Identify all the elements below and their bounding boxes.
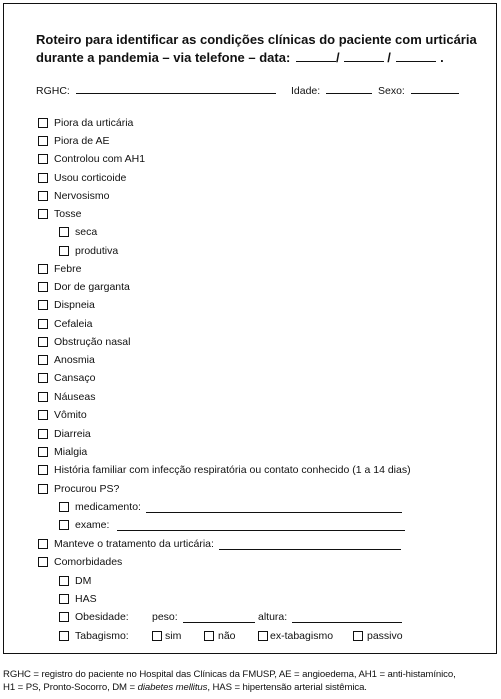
checkbox[interactable] bbox=[59, 520, 69, 530]
item-diarreia bbox=[38, 427, 91, 441]
peso-label: peso: bbox=[152, 610, 178, 623]
checkbox[interactable] bbox=[38, 173, 48, 183]
item-piora-ae bbox=[38, 134, 109, 148]
item-label: passivo bbox=[367, 629, 403, 642]
date-day-field[interactable] bbox=[296, 49, 336, 62]
footnote-line-2 bbox=[3, 681, 499, 694]
form-title bbox=[36, 31, 476, 67]
checkbox[interactable] bbox=[38, 355, 48, 365]
item-has bbox=[59, 592, 97, 606]
checkbox[interactable] bbox=[38, 465, 48, 475]
item-label: Dispneia bbox=[54, 298, 95, 311]
checkbox[interactable] bbox=[59, 631, 69, 641]
checkbox[interactable] bbox=[59, 502, 69, 512]
checkbox[interactable] bbox=[38, 557, 48, 567]
checkbox[interactable] bbox=[38, 300, 48, 310]
rghc-label: RGHC: bbox=[36, 85, 70, 97]
item-piora-urticaria bbox=[38, 116, 133, 130]
checkbox[interactable] bbox=[258, 631, 268, 641]
item-tosse-produtiva bbox=[59, 244, 118, 258]
item-label: Vômito bbox=[54, 408, 87, 421]
medicamento-field[interactable] bbox=[146, 502, 402, 513]
date-end: . bbox=[440, 50, 444, 65]
idade-row bbox=[291, 83, 372, 97]
item-obesidade bbox=[59, 610, 129, 624]
item-label: produtiva bbox=[75, 244, 119, 257]
title-line-2-text: durante a pandemia – via telefone – data: bbox=[36, 50, 291, 65]
item-label: HAS bbox=[75, 592, 97, 605]
item-label: Nervosismo bbox=[54, 189, 110, 202]
checkbox[interactable] bbox=[38, 373, 48, 383]
item-label: DM bbox=[75, 574, 92, 587]
item-vomito bbox=[38, 408, 87, 422]
date-separator-1: / bbox=[335, 50, 340, 65]
item-tabagismo-nao bbox=[204, 629, 236, 643]
idade-field[interactable] bbox=[326, 83, 372, 94]
item-dm bbox=[59, 574, 91, 588]
item-label: seca bbox=[75, 225, 98, 238]
item-manteve-tratamento bbox=[38, 537, 401, 551]
item-label: Diarreia bbox=[54, 427, 91, 440]
item-cansaco bbox=[38, 371, 95, 385]
item-tabagismo bbox=[59, 629, 129, 643]
item-label: Náuseas bbox=[54, 390, 96, 403]
checkbox[interactable] bbox=[59, 612, 69, 622]
checkbox[interactable] bbox=[59, 594, 69, 604]
rghc-row bbox=[36, 83, 276, 97]
item-passivo bbox=[353, 629, 403, 643]
item-label: Comorbidades bbox=[54, 555, 123, 568]
checkbox[interactable] bbox=[152, 631, 162, 641]
altura-label: altura: bbox=[258, 610, 288, 623]
sexo-label: Sexo: bbox=[378, 85, 405, 97]
item-exame bbox=[59, 518, 405, 532]
item-label: Obstrução nasal bbox=[54, 335, 131, 348]
item-controlou-ah1 bbox=[38, 152, 145, 166]
footnote-italic: diabetes mellitus bbox=[137, 682, 208, 693]
item-label: Piora da urticária bbox=[54, 116, 134, 129]
item-label: Procurou PS? bbox=[54, 482, 120, 495]
item-label: Febre bbox=[54, 262, 82, 275]
item-febre bbox=[38, 262, 81, 276]
item-label: Cansaço bbox=[54, 371, 96, 384]
item-label: Controlou com AH1 bbox=[54, 152, 146, 165]
item-anosmia bbox=[38, 353, 95, 367]
idade-label: Idade: bbox=[291, 85, 321, 97]
item-label: Manteve o tratamento da urticária: bbox=[54, 537, 214, 550]
checkbox[interactable] bbox=[59, 227, 69, 237]
date-month-field[interactable] bbox=[344, 49, 384, 62]
checkbox[interactable] bbox=[38, 392, 48, 402]
checkbox[interactable] bbox=[38, 282, 48, 292]
item-label: ex-tabagismo bbox=[270, 629, 334, 642]
checkbox[interactable] bbox=[38, 191, 48, 201]
checkbox[interactable] bbox=[38, 484, 48, 494]
checkbox[interactable] bbox=[38, 429, 48, 439]
footnote-line-1: RGHC = registro do paciente no Hospital das Clínicas da FMUSP, AE = angioedema, AH1 = anti-histamínico, bbox=[3, 669, 456, 680]
item-label: Anosmia bbox=[54, 353, 95, 366]
item-tabagismo-sim bbox=[152, 629, 181, 643]
checkbox[interactable] bbox=[59, 576, 69, 586]
title-line-1: Roteiro para identificar as condições clínicas do paciente com urticária bbox=[36, 32, 477, 47]
sexo-field[interactable] bbox=[411, 83, 459, 94]
item-usou-corticoide bbox=[38, 171, 126, 185]
item-label: Mialgia bbox=[54, 445, 88, 458]
checkbox[interactable] bbox=[353, 631, 363, 641]
item-label: Obesidade: bbox=[75, 610, 129, 623]
item-cefaleia bbox=[38, 317, 93, 331]
peso-row bbox=[152, 610, 255, 624]
checkbox[interactable] bbox=[38, 209, 48, 219]
item-mialgia bbox=[38, 445, 87, 459]
checkbox[interactable] bbox=[38, 136, 48, 146]
altura-field[interactable] bbox=[292, 612, 402, 623]
peso-field[interactable] bbox=[183, 612, 255, 623]
footnote-line-2-b: , HAS = hipertensão arterial sistêmica. bbox=[207, 682, 367, 693]
footnote-line-2-a: H1 = PS, Pronto-Socorro, DM = bbox=[3, 682, 138, 693]
item-dor-garganta bbox=[38, 280, 130, 294]
item-nervosismo bbox=[38, 189, 109, 203]
rghc-field[interactable] bbox=[76, 83, 276, 94]
checkbox[interactable] bbox=[38, 539, 48, 549]
checkbox[interactable] bbox=[38, 118, 48, 128]
item-label: medicamento: bbox=[75, 500, 141, 513]
exame-field[interactable] bbox=[117, 520, 405, 531]
checkbox[interactable] bbox=[38, 264, 48, 274]
item-label: sim bbox=[165, 629, 182, 642]
checkbox[interactable] bbox=[59, 246, 69, 256]
item-dispneia bbox=[38, 298, 95, 312]
item-label: Cefaleia bbox=[54, 317, 93, 330]
checkbox[interactable] bbox=[38, 447, 48, 457]
item-label: Dor de garganta bbox=[54, 280, 130, 293]
item-comorbidades bbox=[38, 555, 122, 569]
checkbox[interactable] bbox=[38, 410, 48, 420]
item-nauseas bbox=[38, 390, 95, 404]
item-label: Usou corticoide bbox=[54, 171, 127, 184]
item-label: Tabagismo: bbox=[75, 629, 129, 642]
item-tosse-seca bbox=[59, 225, 97, 239]
date-separator-2: / bbox=[387, 50, 391, 65]
manteve-tratamento-field[interactable] bbox=[219, 539, 401, 550]
item-obstrucao-nasal bbox=[38, 335, 130, 349]
item-medicamento bbox=[59, 500, 402, 514]
title-line-2 bbox=[36, 49, 476, 67]
altura-row bbox=[258, 610, 402, 624]
checkbox[interactable] bbox=[204, 631, 214, 641]
item-label: Piora de AE bbox=[54, 134, 110, 147]
checkbox[interactable] bbox=[38, 337, 48, 347]
footnote bbox=[3, 668, 499, 694]
item-tosse bbox=[38, 207, 81, 221]
item-procurou-ps bbox=[38, 482, 119, 496]
checkbox[interactable] bbox=[38, 154, 48, 164]
sexo-row bbox=[378, 83, 459, 97]
item-ex-tabagismo bbox=[258, 629, 333, 643]
item-historia-familiar bbox=[38, 463, 411, 477]
checkbox[interactable] bbox=[38, 319, 48, 329]
item-label: não bbox=[218, 629, 236, 642]
item-label: exame: bbox=[75, 518, 110, 531]
item-label: Tosse bbox=[54, 207, 82, 220]
item-label: História familiar com infecção respiratória ou contato conhecido (1 a 14 dias) bbox=[54, 463, 411, 476]
date-year-field[interactable] bbox=[396, 49, 436, 62]
